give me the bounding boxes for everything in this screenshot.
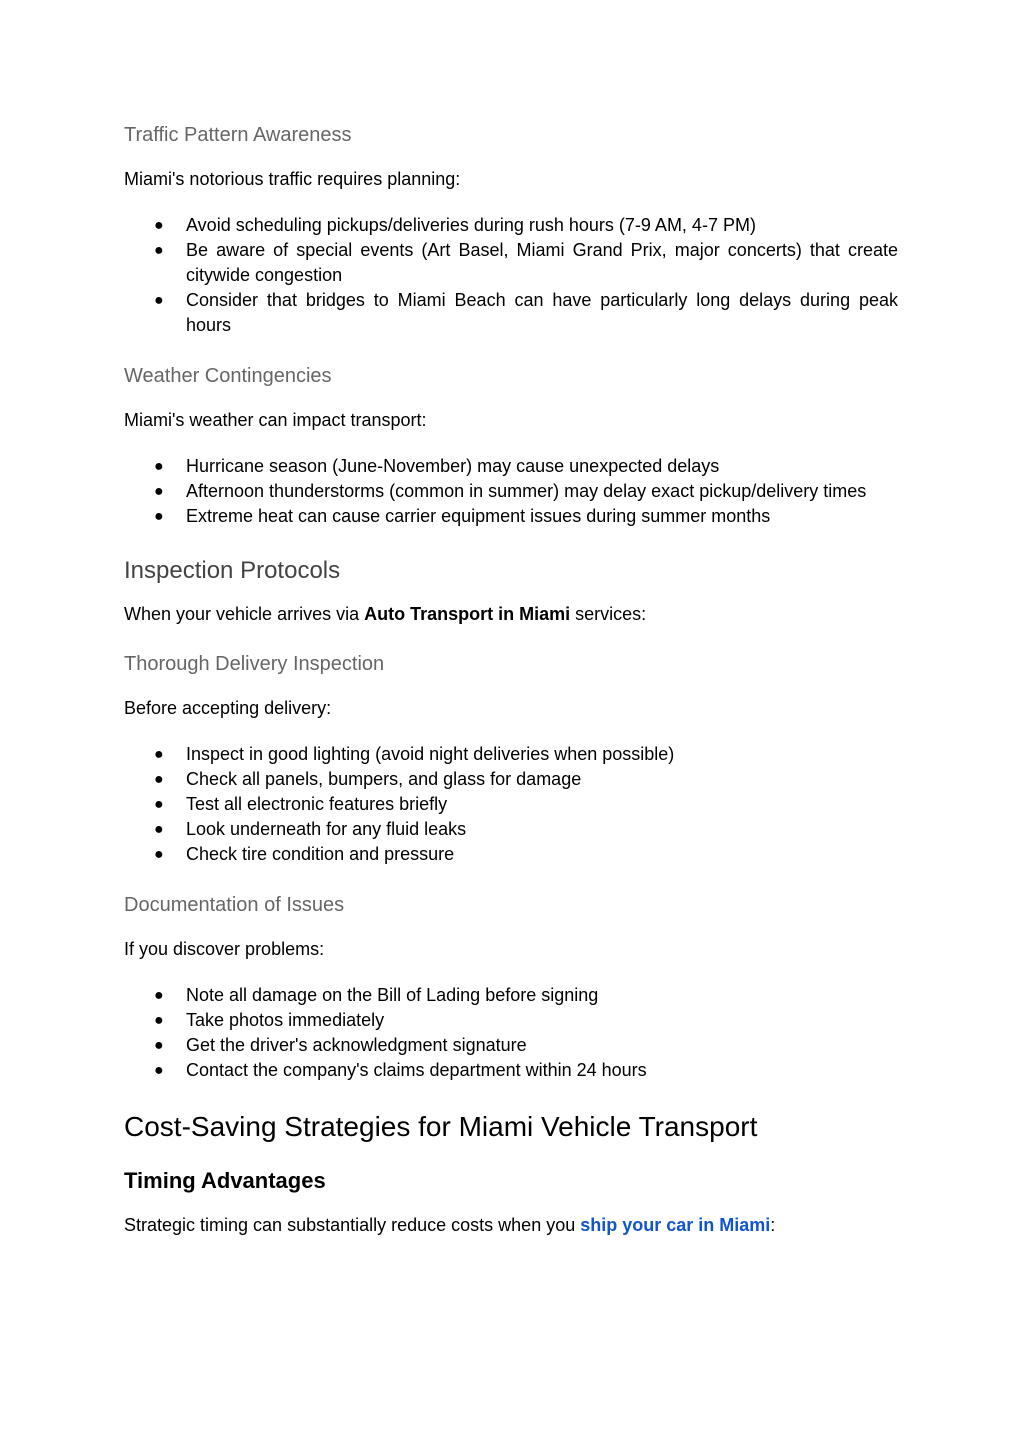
bullet-icon: ● <box>154 1012 164 1029</box>
bullet-icon: ● <box>154 242 164 259</box>
bullet-icon: ● <box>154 846 164 863</box>
list-item: ● Note all damage on the Bill of Lading before signing <box>124 983 898 1008</box>
traffic-list <box>124 213 898 338</box>
bullet-icon: ● <box>154 1037 164 1054</box>
inspection-intro: When your vehicle arrives via Auto Transport in Miami services: <box>124 604 647 624</box>
delivery-inspection-list <box>124 742 898 867</box>
heading-documentation-issues: Documentation of Issues <box>124 894 345 916</box>
bullet-icon: ● <box>154 821 164 838</box>
timing-intro: Strategic timing can substantially reduce costs when you ship your car in Miami: <box>124 1215 776 1235</box>
inspection-service-name: Auto Transport in Miami <box>364 604 571 624</box>
list-item: ● Be aware of special events (Art Basel, Miami Grand Prix, major concerts) that create citywide congestion <box>154 240 898 285</box>
list-item: ● Check all panels, bumpers, and glass for damage <box>124 767 898 792</box>
list-item: ● Get the driver's acknowledgment signature <box>124 1033 898 1058</box>
heading-inspection-protocols: Inspection Protocols <box>124 557 341 584</box>
weather-intro: Miami's weather can impact transport: <box>124 410 427 430</box>
heading-weather-contingencies: Weather Contingencies <box>124 365 332 387</box>
delivery-inspection-intro: Before accepting delivery: <box>124 698 332 718</box>
list-item: ● Check tire condition and pressure <box>124 842 898 867</box>
document-page <box>124 120 898 1238</box>
heading-timing-advantages: Timing Advantages <box>124 1168 326 1193</box>
heading-cost-saving: Cost-Saving Strategies for Miami Vehicle Transport <box>124 1111 758 1142</box>
list-item: ● Contact the company's claims department within 24 hours <box>124 1058 898 1083</box>
bullet-icon: ● <box>154 987 164 1004</box>
bullet-icon: ● <box>154 771 164 788</box>
ship-car-link[interactable]: ship your car in Miami <box>580 1215 771 1235</box>
bullet-icon: ● <box>154 746 164 763</box>
weather-list <box>124 454 898 529</box>
list-item: ● Take photos immediately <box>124 1008 898 1033</box>
documentation-list <box>124 983 898 1083</box>
traffic-intro: Miami's notorious traffic requires planning: <box>124 169 461 189</box>
bullet-icon: ● <box>154 292 164 309</box>
bullet-icon: ● <box>154 508 164 525</box>
list-item: ● Inspect in good lighting (avoid night deliveries when possible) <box>124 742 898 767</box>
bullet-icon: ● <box>154 1062 164 1079</box>
bullet-icon: ● <box>154 458 164 475</box>
list-item: ● Consider that bridges to Miami Beach can have particularly long delays during peak hours <box>154 290 898 335</box>
list-item: ● Look underneath for any fluid leaks <box>124 817 898 842</box>
list-item: ● Hurricane season (June-November) may cause unexpected delays <box>124 454 898 479</box>
heading-traffic-pattern: Traffic Pattern Awareness <box>124 124 352 146</box>
bullet-icon: ● <box>154 217 164 234</box>
list-item: ● Afternoon thunderstorms (common in summer) may delay exact pickup/delivery times <box>124 479 898 504</box>
heading-delivery-inspection: Thorough Delivery Inspection <box>124 653 385 675</box>
list-item: ● Extreme heat can cause carrier equipment issues during summer months <box>124 504 898 529</box>
list-item: ● Test all electronic features briefly <box>124 792 898 817</box>
list-item: ● Avoid scheduling pickups/deliveries during rush hours (7-9 AM, 4-7 PM) <box>124 213 898 238</box>
documentation-intro: If you discover problems: <box>124 939 325 959</box>
bullet-icon: ● <box>154 483 164 500</box>
bullet-icon: ● <box>154 796 164 813</box>
